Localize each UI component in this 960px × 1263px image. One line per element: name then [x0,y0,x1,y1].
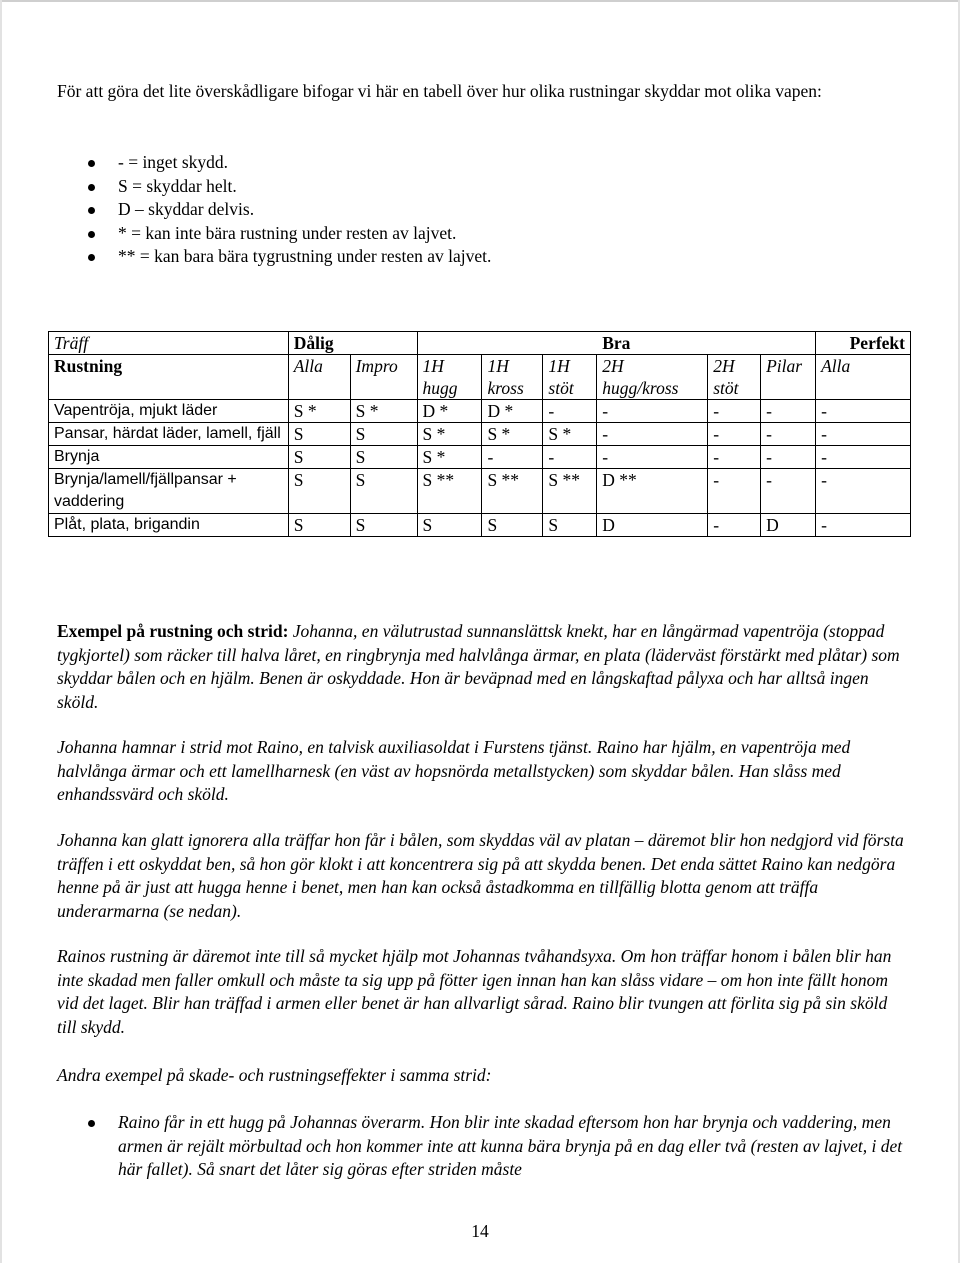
table-cell: S * [350,400,417,423]
effects-list [80,1111,910,1182]
column-header: Alla [288,355,350,400]
table-cell: S ** [417,469,482,514]
table-cell: S * [417,423,482,446]
table-cell: - [708,423,761,446]
page-number: 14 [471,1221,489,1241]
armor-name-cell: Brynja [49,446,289,469]
table-cell: - [708,446,761,469]
table-cell: S * [417,446,482,469]
table-cell: S [543,514,597,537]
table-cell: - [708,469,761,514]
table-cell: - [708,400,761,423]
table-cell: - [543,400,597,423]
legend-item: ** = kan bara bära tygrustning under resten av lajvet. [80,245,491,269]
table-row [49,514,911,537]
table-row [49,423,911,446]
table-cell: - [816,423,911,446]
table-cell: S * [543,423,597,446]
table-cell: S [350,423,417,446]
table-cell: S [350,514,417,537]
example-heading: Exempel på rustning och strid: [57,621,289,641]
list-item: Raino får in ett hugg på Johannas överarm. Hon blir inte skadad eftersom hon har brynja och vaddering, men armen är rejält mörbultad och hon kommer inte att kunna bära brynja på en dag eller två (resten av lajvet, i det här fallet). Så snart det låter sig göras efter striden måste [80,1111,910,1182]
table-cell: - [761,446,816,469]
table-cell: - [816,446,911,469]
table-cell: S * [288,400,350,423]
table-cell: S ** [482,469,543,514]
table-cell: S [482,514,543,537]
table-cell: D * [417,400,482,423]
column-header: Alla [816,355,911,400]
example-paragraph-5: Andra exempel på skade- och rustningseffekter i samma strid: [57,1065,492,1085]
legend-item: - = inget skydd. [80,151,491,175]
page-border-left [0,0,2,1263]
table-cell: - [761,423,816,446]
table-cell: S [350,446,417,469]
column-header: Rustning [49,355,289,400]
example-paragraph-3: Johanna kan glatt ignorera alla träffar hon får i bålen, som skyddas väl av platan – däremot blir hon nedgjord vid första träffen i ett oskyddat ben, så hon gör klokt i att koncentrera sig på att skydda benen. Det enda sättet Raino kan nedgöra henne på är just att hugga henne i benet, men han kan också åstadkomma en tillfällig blotta genom att träffa underarmarna (se nedan). [57,830,904,921]
legend-item: D – skyddar delvis. [80,198,491,222]
group-label-dalig: Dålig [288,332,417,355]
column-header: 1H kross [482,355,543,400]
table-row [49,446,911,469]
legend-item: S = skyddar helt. [80,175,491,199]
table-cell: - [597,400,708,423]
table-cell: S ** [543,469,597,514]
column-header: Impro [350,355,417,400]
table-cell: S [288,469,350,514]
table-cell: S * [482,423,543,446]
table-cell: D [761,514,816,537]
table-cell: S [288,514,350,537]
table-cell: - [708,514,761,537]
column-header: 1H stöt [543,355,597,400]
table-row [49,400,911,423]
table-cell: - [482,446,543,469]
column-header: 2H stöt [708,355,761,400]
table-cell: - [816,400,911,423]
armor-name-cell: Vapentröja, mjukt läder [49,400,289,423]
table-cell: - [761,400,816,423]
page-border-top [0,0,960,2]
example-paragraph-2: Johanna hamnar i strid mot Raino, en talvisk auxiliasoldat i Furstens tjänst. Raino har hjälm, en vapentröja med halvlånga ärmar och ett lamellharnesk (en väst av hopsnörda metallstycken) som skyddar bålen. Han slåss med enhandssvärd och sköld. [57,737,851,804]
group-label-perfekt: Perfekt [816,332,911,355]
column-header: Pilar [761,355,816,400]
example-paragraph-4: Rainos rustning är däremot inte till så mycket hjälp mot Johannas tvåhandsyxa. Om hon träffar honom i bålen blir han inte skadad men faller omkull och måste ta sig upp på fötter igen innan han kan slåss vidare – om hon inte fällt honom vid det laget. Blir han träffad i armen eller benet är han allvarligt sårad. Raino blir tvungen att förlita sig på sin sköld till skydd. [57,946,892,1037]
table-cell: - [597,446,708,469]
group-label-bra: Bra [417,332,816,355]
table-cell: S [288,446,350,469]
table-cell: S [350,469,417,514]
armor-name-cell: Brynja/lamell/fjällpansar + vaddering [49,469,289,514]
column-header: 1H hugg [417,355,482,400]
table-cell: S [288,423,350,446]
table-cell: - [816,469,911,514]
legend-list [80,151,491,269]
table-cell: - [543,446,597,469]
table-group-row [49,332,911,355]
table-row [49,469,911,514]
table-cell: S [417,514,482,537]
example-paragraph-1 [57,620,907,714]
group-label-traff: Träff [49,332,289,355]
intro-paragraph: För att göra det lite överskådligare bifogar vi här en tabell över hur olika rustningar skyddar mot olika vapen: [57,81,822,101]
table-cell: - [761,469,816,514]
example-text-1: Johanna, en välutrustad sunnanslättsk knekt, har en långärmad vapentröja (stoppad tygkjortel) som räcker till halva låret, en ringbrynja med halvlånga ärmar, en plata (läderväst förstärkt med plåtar) som skyddar bålen och en hjälm. Benen är oskyddade. Hon är beväpnad med en långskaftad pålyxa och har alltså ingen sköld. [57,621,900,712]
armor-name-cell: Plåt, plata, brigandin [49,514,289,537]
armor-protection-table [48,331,911,537]
table-cell: D ** [597,469,708,514]
table-cell: D [597,514,708,537]
armor-name-cell: Pansar, härdat läder, lamell, fjäll [49,423,289,446]
table-cell: - [597,423,708,446]
table-cell: D * [482,400,543,423]
table-cell: - [816,514,911,537]
legend-item: * = kan inte bära rustning under resten av lajvet. [80,222,491,246]
column-header: 2H hugg/kross [597,355,708,400]
table-header-row [49,355,911,400]
